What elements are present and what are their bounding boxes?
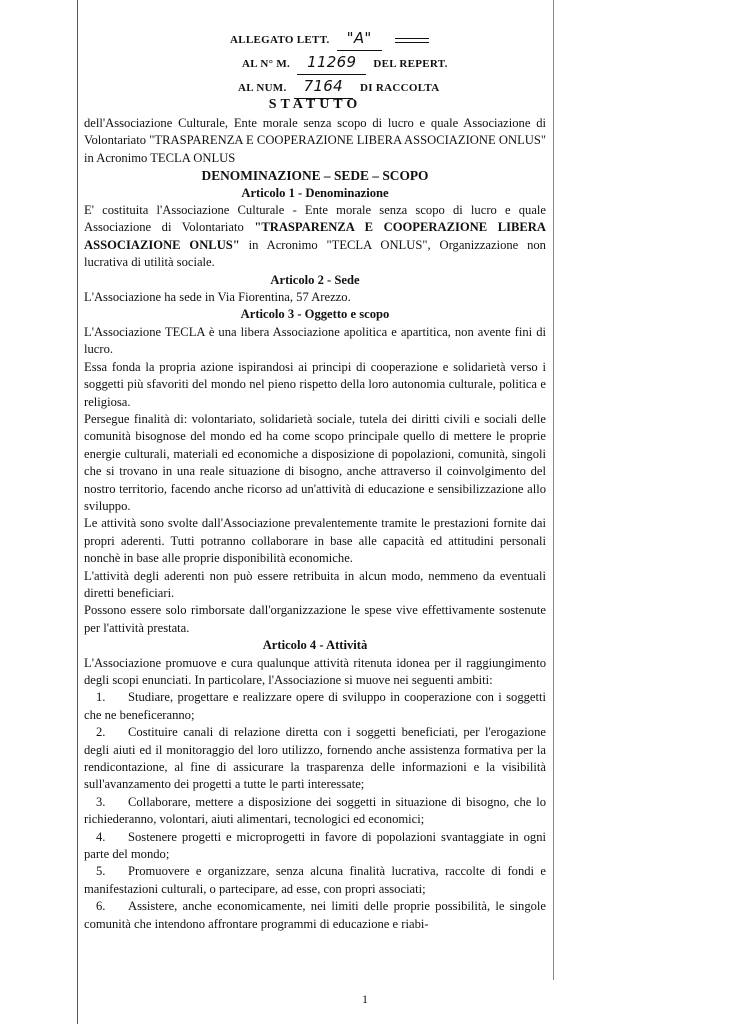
header-row-raccolta — [200, 74, 520, 98]
raccolta-value: 7164 — [294, 74, 353, 99]
repert-value: 11269 — [297, 50, 366, 75]
art3-paragraph-2: Essa fonda la propria azione ispirandosi ai principi di cooperazione e solidarietà verso i soggetti più sfavoriti del mondo nel pieno rispetto della loro autonomia culturale, politica e religiosa. — [84, 359, 546, 409]
art1-text-b: in Acronimo "TECLA ONLUS", Organizzazione non lucrativa di utilità sociale. — [84, 237, 546, 270]
statute-body — [84, 96, 546, 933]
repert-label: AL N° M. — [242, 58, 291, 70]
art1-text-a: E' costituita l'Associazione Culturale - Ente morale senza scopo di lucro e quale Associazione di Volontariato — [84, 203, 546, 235]
document-title: STATUTO — [268, 97, 362, 112]
list-item: 3. Collaborare, mettere a disposizione dei soggetti in situazione di bisogno, che lo richiederanno, volontari, aiuti alimentari, tecnologici ed economici; — [84, 794, 546, 827]
art2-paragraph: L'Associazione ha sede in Via Fiorentina, 57 Arezzo. — [84, 290, 351, 305]
art3-paragraph-3: Persegue finalità di: volontariato, solidarietà sociale, tutela dei diritti civili e sociali delle comunità bisognose del mondo ed ha come scopo principale quello di mettere le proprie energie culturali, materiali ed economiche a disposizione di popolazioni, comunità, singoli che si trovano in una reale situazione di bisogno, anche attraverso il coinvolgimento del nostro territorio, facendo anche ricorso ad un'attività di educazione e sensibilizzazione allo sviluppo. — [84, 411, 546, 513]
art3-paragraph-5: L'attività degli aderenti non può essere retribuita in alcun modo, nemmeno da eventuali diretti beneficiari. — [84, 568, 546, 600]
allegato-label: ALLEGATO LETT. — [230, 34, 330, 46]
art4-heading: Articolo 4 - Attività — [262, 638, 368, 653]
intro-paragraph: dell'Associazione Culturale, Ente morale senza scopo di lucro e quale Associazione di Volontariato "TRASPARENZA E COOPERAZIONE LIBERA ASSOCIAZIONE ONLUS" in Acronimo TECLA ONLUS — [84, 116, 546, 165]
header-row-repert — [200, 50, 520, 74]
art3-paragraph-6: Possono essere solo rimborsate dall'organizzazione le spese vive effettivamente sostenute per l'attività prestata. — [84, 603, 546, 635]
repert-suffix: DEL REPERT. — [373, 58, 448, 70]
art2-heading: Articolo 2 - Sede — [270, 272, 360, 287]
list-item: 5. Promuovere e organizzare, senza alcuna finalità lucrativa, raccolte di fondi e manifestazioni culturali, o partecipare, ad esse, con propri associati; — [84, 864, 546, 896]
art3-heading: Articolo 3 - Oggetto e scopo — [240, 307, 390, 322]
art3-paragraph-4: Le attività sono svolte dall'Associazione prevalentemente tramite le prestazioni fornite dai propri aderenti. Tutti potranno collaborare in base alle capacità ed attitudini personali nonchè in base alle proprie disponibilità economiche. — [84, 516, 546, 566]
list-item: 6. Assistere, anche economicamente, nei limiti delle proprie possibilità, le singole comunità che intendono affrontare programmi di educazione e riabi- — [84, 899, 546, 931]
art1-text-bold: "TRASPARENZA E COOPERAZIONE LIBERA ASSOCIAZIONE ONLUS" — [84, 220, 546, 252]
raccolta-suffix: DI RACCOLTA — [360, 82, 440, 94]
section-heading: DENOMINAZIONE – SEDE – SCOPO — [201, 168, 429, 184]
handwritten-dash — [395, 38, 429, 43]
registry-header — [200, 26, 520, 98]
art1-paragraph — [84, 202, 546, 272]
list-item: 2. Costituire canali di relazione diretta con i soggetti beneficiati, per l'erogazione degli aiuti ed il monitoraggio del loro utilizzo, fornendo anche assistenza formativa per la rendicontazione, al fine di assicurare la trasparenza delle informazioni e la visibilità sull'avanzamento dei progetti a tutte le parti interessate; — [84, 725, 546, 792]
list-item: 4. Sostenere progetti e microprogetti in favore di popolazioni svantaggiate in ogni parte del mondo; — [84, 829, 546, 862]
scan-margin-line-left — [77, 0, 78, 1024]
raccolta-label: AL NUM. — [238, 82, 287, 94]
art4-intro: L'Associazione promuove e cura qualunque attività ritenuta idonea per il raggiungimento degli scopi enunciati. In particolare, l'Associazione si muove nei seguenti ambiti: — [84, 655, 546, 687]
allegato-value: "A" — [337, 26, 382, 51]
list-item: 1. Studiare, progettare e realizzare opere di sviluppo in cooperazione con i soggetti che ne beneficeranno; — [84, 690, 546, 722]
scan-margin-line-right — [553, 0, 554, 980]
art1-heading: Articolo 1 - Denominazione — [241, 185, 389, 200]
page-number: 1 — [362, 992, 368, 1006]
header-row-allegato — [200, 26, 520, 50]
art3-paragraph-1: L'Associazione TECLA è una libera Associazione apolitica e apartitica, non avente fini di lucro. — [84, 324, 546, 357]
